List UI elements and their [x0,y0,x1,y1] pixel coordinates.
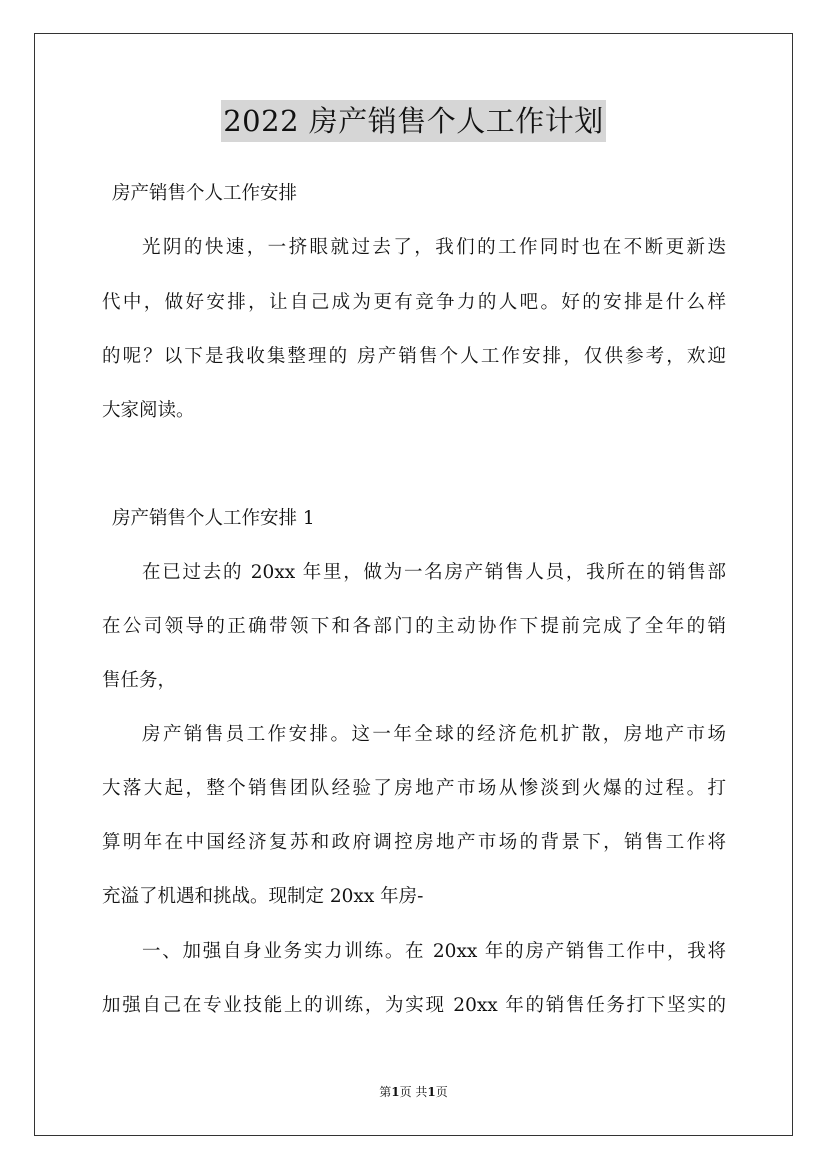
footer-page-total: 1 [427,1085,436,1099]
page-footer [0,1083,827,1100]
para2-line-4: 充溢了机遇和挑战。现制定 20xx 年房- [102,886,424,907]
intro-line-1: 光阴的快速，一挤眼就过去了，我们的工作同时也在不断更新迭 [142,237,726,258]
footer-page-suffix: 页 [435,1085,448,1099]
para2-line-2: 大落大起，整个销售团队经验了房地产市场从惨淡到火爆的过程。打 [102,778,726,799]
document-title: 2022 房产销售个人工作计划 [221,100,606,142]
intro-line-3: 的呢？以下是我收集整理的 房产销售个人工作安排，仅供参考，欢迎 [102,346,726,367]
footer-page-number: 1 [391,1085,400,1099]
para1-line-2: 在公司领导的正确带领下和各部门的主动协作下提前完成了全年的销 [102,616,726,637]
para1-line-1: 在已过去的 20xx 年里，做为一名房产销售人员，我所在的销售部 [142,562,726,583]
intro-line-4: 大家阅读。 [102,400,195,421]
title-container [0,100,827,142]
subtitle: 房产销售个人工作安排 [112,183,298,204]
intro-line-2: 代中，做好安排，让自己成为更有竞争力的人吧。好的安排是什么样 [102,292,726,313]
para3-line-1: 一、加强自身业务实力训练。在 20xx 年的房产销售工作中，我将 [142,941,726,962]
footer-page-prefix: 第 [379,1085,392,1099]
section-heading: 房产销售个人工作安排 1 [112,508,315,529]
para3-line-2: 加强自己在专业技能上的训练，为实现 20xx 年的销售任务打下坚实的 [102,995,726,1016]
para2-line-3: 算明年在中国经济复苏和政府调控房地产市场的背景下，销售工作将 [102,832,726,853]
footer-page-mid: 页 共 [399,1085,428,1099]
para1-line-3: 售任务， [102,670,177,691]
para2-line-1: 房产销售员工作安排。这一年全球的经济危机扩散，房地产市场 [142,724,726,745]
